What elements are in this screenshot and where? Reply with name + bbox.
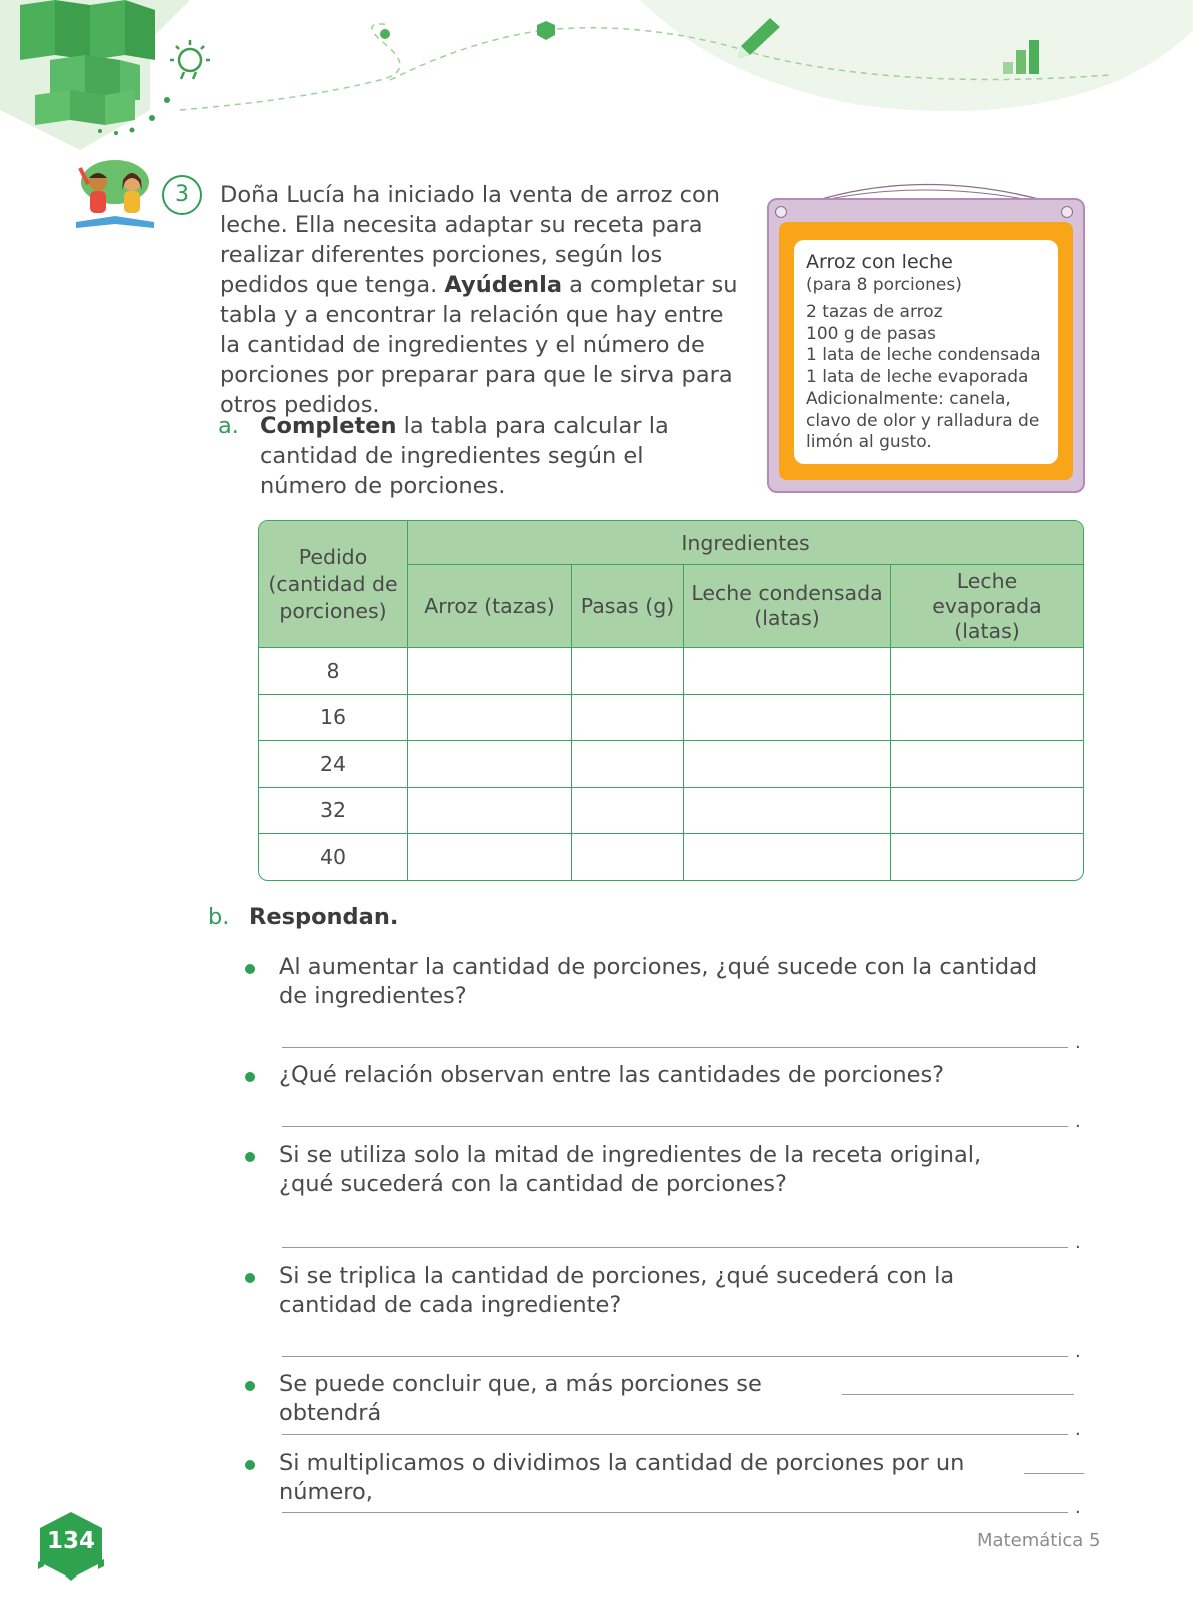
lightbulb-icon [170, 40, 210, 79]
recipe-item: Adicionalmente: canela, [806, 388, 1011, 409]
bullet-icon [245, 964, 255, 974]
answer-cell[interactable] [408, 788, 572, 835]
card-pin [775, 206, 787, 218]
answer-cell[interactable] [891, 741, 1083, 788]
recipe-item: 100 g de pasas [806, 323, 937, 344]
exercise-number: 3 [162, 175, 202, 215]
table-row [259, 648, 1083, 695]
recipe-item: 1 lata de leche evaporada [806, 367, 1029, 388]
column-header: Leche condensada (latas) [684, 565, 891, 648]
table-row [259, 741, 1083, 788]
book-title: Matemática 5 [977, 1530, 1101, 1551]
recipe-title: Arroz con leche [806, 251, 953, 273]
portions-cell: 8 [259, 648, 408, 695]
question-5: Se puede concluir que, a más porciones se obtendrá [279, 1371, 762, 1426]
question-4: Si se triplica la cantidad de porciones, ¿qué sucederá con la cantidad de cada ingrediente? [279, 1263, 955, 1318]
recipe-item: clavo de olor y ralladura de [806, 410, 1040, 431]
table-row [259, 695, 1083, 742]
answer-cell[interactable] [572, 834, 684, 880]
table-group-header: Ingredientes [408, 521, 1083, 565]
answer-cell[interactable] [408, 834, 572, 880]
question-1: Al aumentar la cantidad de porciones, ¿qué sucede con la cantidad de ingredientes? [279, 954, 1038, 1009]
answer-cell[interactable] [891, 695, 1083, 742]
answer-cell[interactable] [572, 648, 684, 695]
part-a-letter: a. [218, 413, 239, 439]
recipe-item: limón al gusto. [806, 432, 932, 453]
part-b-title: Respondan. [249, 904, 399, 930]
ingredients-table [258, 520, 1084, 881]
table-row-header: Pedido (cantidad de porciones) [259, 521, 408, 648]
kids-reading-icon [72, 160, 158, 230]
header-decoration [0, 0, 1193, 150]
column-header: Arroz (tazas) [408, 565, 572, 648]
period: . [1075, 1497, 1081, 1518]
answer-cell[interactable] [684, 648, 891, 695]
period: . [1075, 1341, 1081, 1362]
answer-line[interactable] [282, 1512, 1068, 1513]
answer-cell[interactable] [891, 648, 1083, 695]
answer-cell[interactable] [572, 741, 684, 788]
answer-line[interactable] [1024, 1473, 1084, 1474]
bullet-icon [245, 1152, 255, 1162]
period: . [1075, 1032, 1081, 1053]
portions-cell: 40 [259, 834, 408, 880]
portions-cell: 16 [259, 695, 408, 742]
page-number: 134 [46, 1528, 95, 1554]
answer-cell[interactable] [684, 695, 891, 742]
answer-cell[interactable] [891, 834, 1083, 880]
question-2: ¿Qué relación observan entre las cantidades de porciones? [279, 1062, 945, 1088]
answer-cell[interactable] [684, 834, 891, 880]
part-b-letter: b. [208, 904, 230, 930]
bullet-icon [245, 1460, 255, 1470]
period: . [1075, 1232, 1081, 1253]
answer-line[interactable] [282, 1126, 1068, 1127]
recipe-item: 2 tazas de arroz [806, 302, 943, 322]
answer-cell[interactable] [891, 788, 1083, 835]
portions-cell: 24 [259, 741, 408, 788]
question-6: Si multiplicamos o dividimos la cantidad de porciones por un número, [279, 1450, 965, 1505]
table-row [259, 788, 1083, 835]
answer-cell[interactable] [408, 741, 572, 788]
portions-cell: 32 [259, 788, 408, 835]
card-pin [1061, 206, 1073, 218]
answer-cell[interactable] [684, 741, 891, 788]
column-header: Leche evaporada (latas) [891, 565, 1083, 648]
recipe-item: 1 lata de leche condensada [806, 345, 1041, 366]
answer-cell[interactable] [408, 648, 572, 695]
answer-cell[interactable] [408, 695, 572, 742]
table-row [259, 834, 1083, 880]
period: . [1075, 1111, 1081, 1132]
bullet-icon [245, 1273, 255, 1283]
recipe-ingredients [806, 302, 1056, 454]
period: . [1075, 1419, 1081, 1440]
answer-line[interactable] [842, 1394, 1074, 1395]
bullet-icon [245, 1072, 255, 1082]
answer-line[interactable] [282, 1247, 1068, 1248]
answer-line[interactable] [282, 1047, 1068, 1048]
question-3: Si se utiliza solo la mitad de ingredientes de la receta original, ¿qué sucederá con la cantidad de porciones? [279, 1142, 982, 1197]
column-header: Pasas (g) [572, 565, 684, 648]
answer-line[interactable] [282, 1356, 1068, 1357]
bullet-icon [245, 1381, 255, 1391]
answer-cell[interactable] [684, 788, 891, 835]
exercise-intro: Doña Lucía ha iniciado la venta de arroz con leche. Ella necesita adaptar su receta para realizar diferentes porciones, según los pedidos que tenga. Ayúdenla a completar su tabla y a encontrar la relación que hay entre la cantidad de ingredientes y el número de porciones por preparar para que le sirva para otros pedidos. [220, 182, 738, 418]
recipe-subtitle: (para 8 porciones) [806, 275, 962, 295]
answer-cell[interactable] [572, 788, 684, 835]
answer-cell[interactable] [572, 695, 684, 742]
answer-line[interactable] [282, 1434, 1068, 1435]
